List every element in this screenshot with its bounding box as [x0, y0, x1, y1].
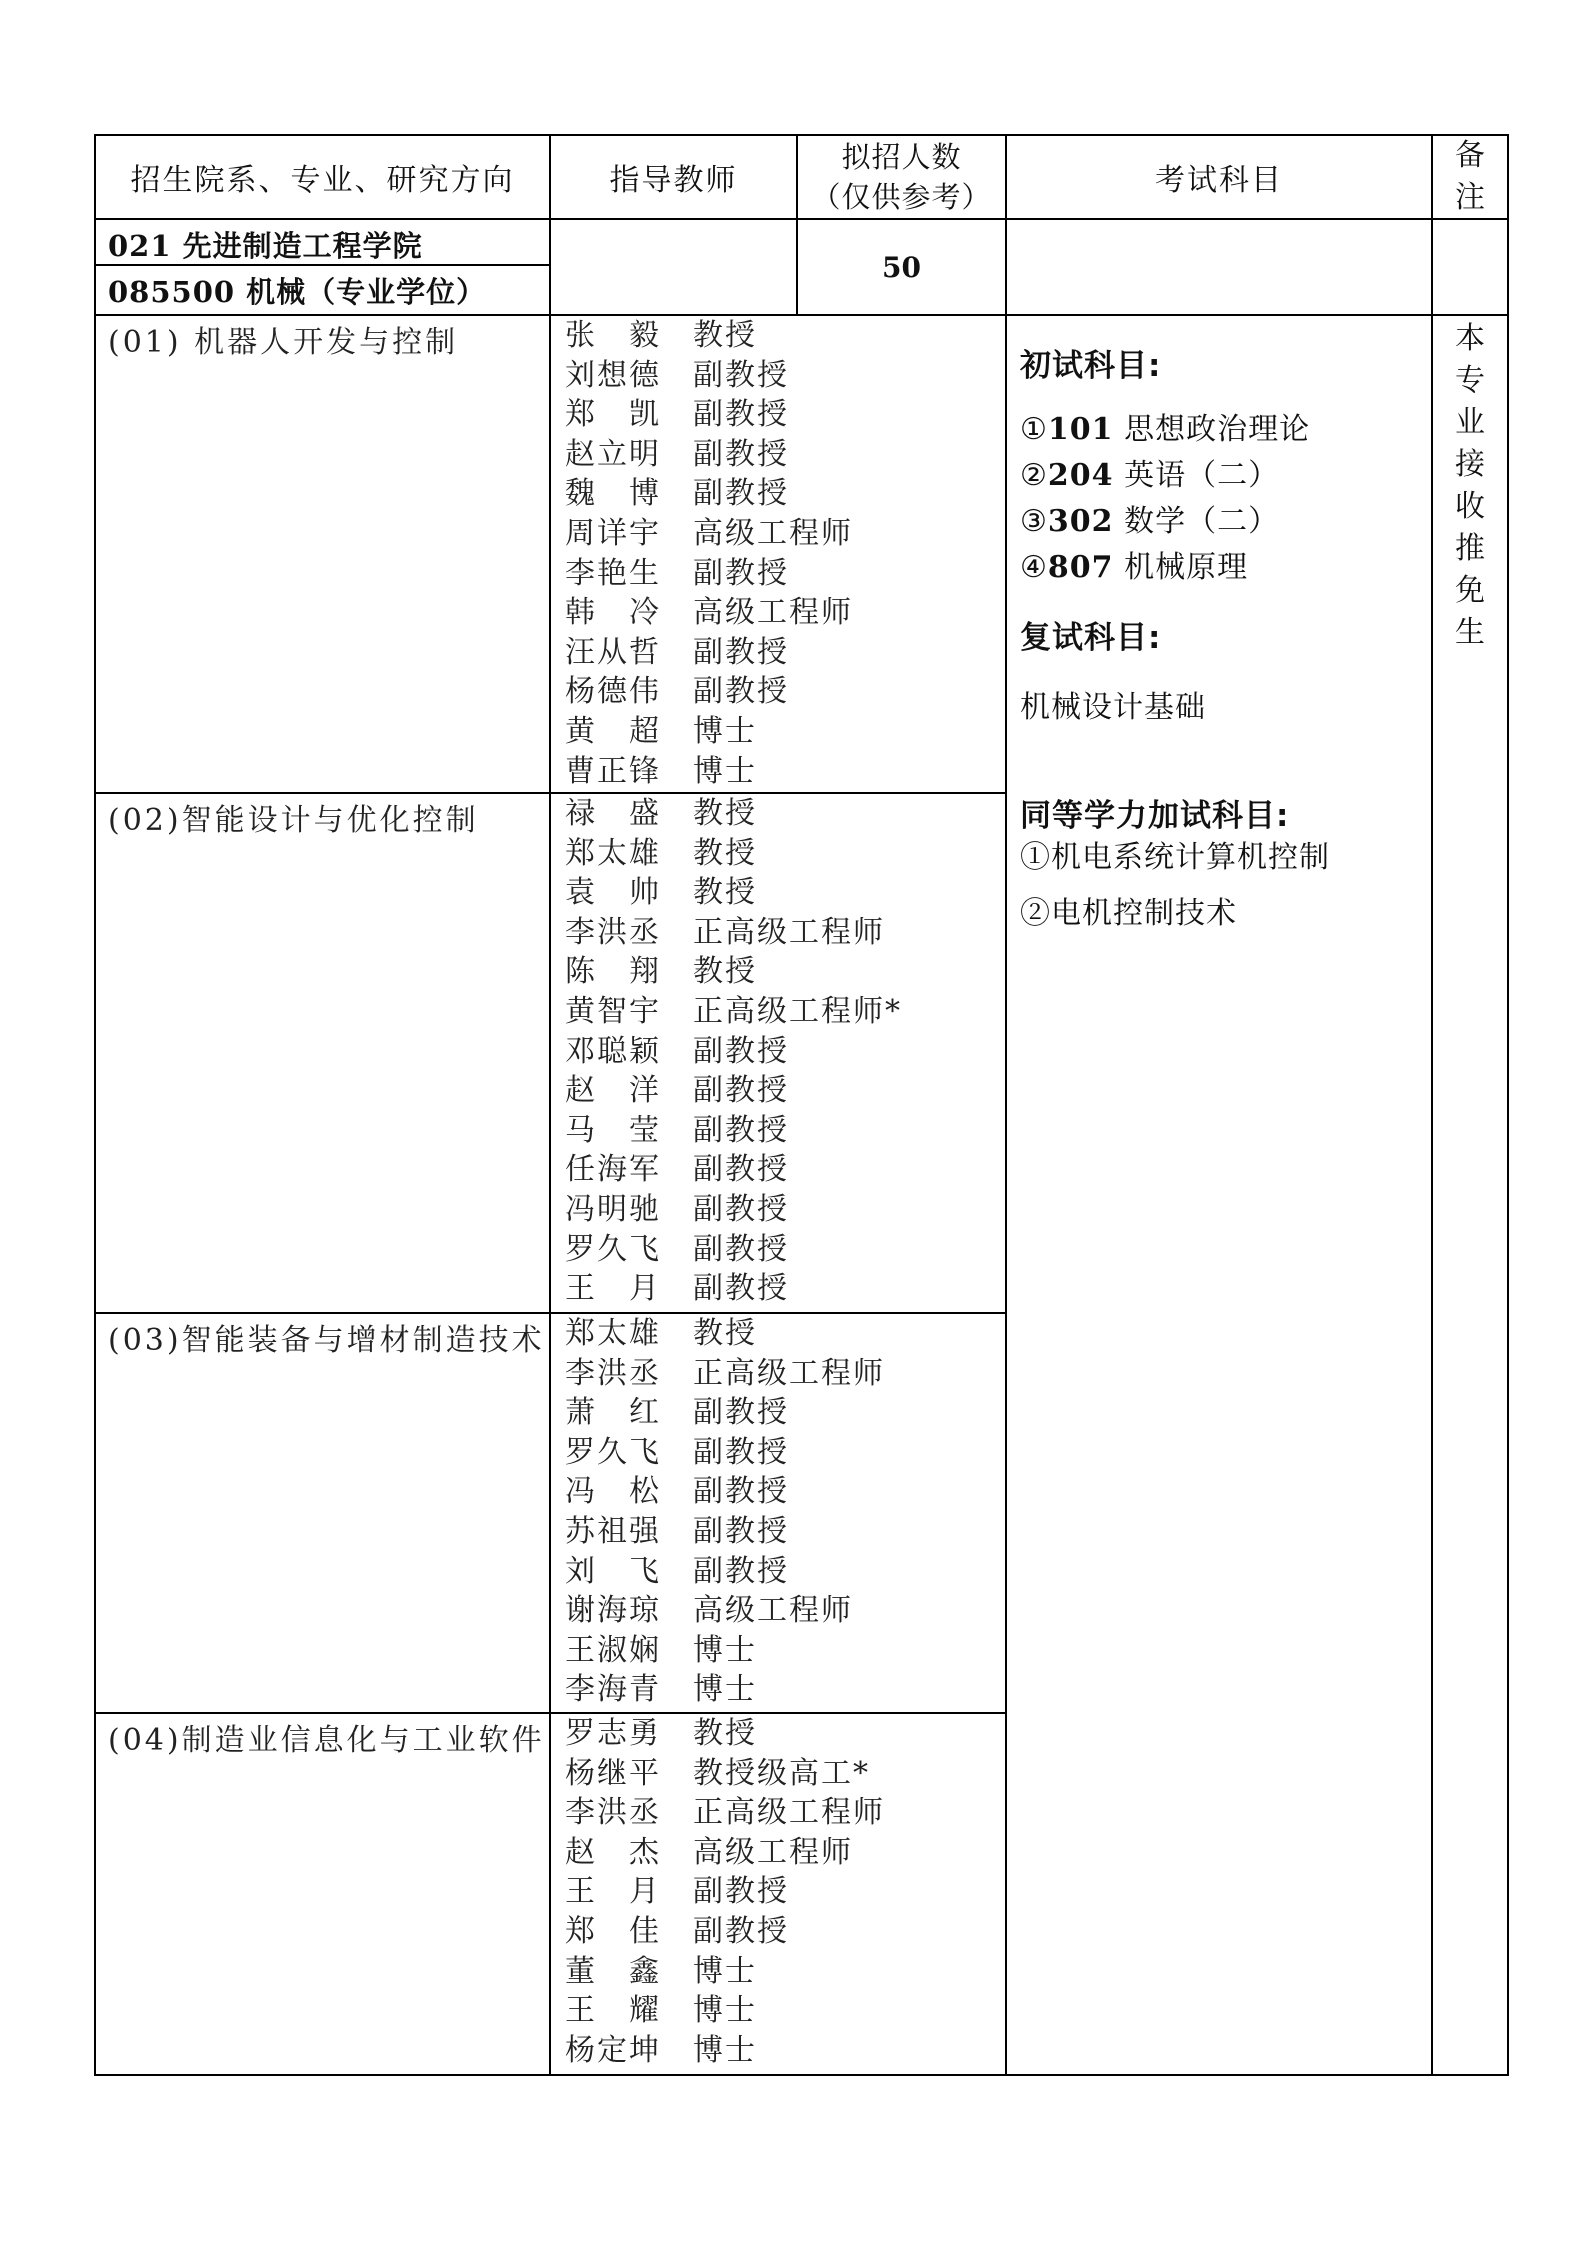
- teacher-row: [565, 1512, 885, 1552]
- teacher-name: 郑太雄: [565, 835, 661, 871]
- teacher-name: 罗久飞: [565, 1231, 661, 1267]
- teacher-title: 教授: [693, 954, 757, 990]
- teacher-title: 副教授: [693, 476, 789, 512]
- prelim-subject-3: [1020, 496, 1279, 540]
- teacher-row: [565, 1754, 885, 1794]
- teacher-name: 罗志勇: [565, 1716, 661, 1751]
- teacher-title: 副教授: [693, 634, 789, 670]
- teacher-name: 赵 洋: [565, 1073, 661, 1109]
- teacher-title: 副教授: [693, 1553, 789, 1589]
- teacher-title: 博士: [693, 1993, 757, 2029]
- header-col-enrollment: [798, 136, 1005, 218]
- teacher-name: 李海青: [565, 1672, 661, 1708]
- teacher-title: 教授: [693, 1316, 757, 1351]
- prelim-subject-1-code: 101: [1047, 412, 1114, 447]
- teacher-name: 冯 松: [565, 1474, 661, 1510]
- teacher-title: 博士: [693, 1953, 757, 1989]
- teacher-name: 王 月: [565, 1874, 661, 1910]
- direction-02-label: (02)智能设计与优化控制: [108, 803, 479, 838]
- header-enrollment-line2: （仅供参考）: [811, 180, 992, 214]
- teacher-title: 副教授: [693, 1073, 789, 1109]
- teacher-name: 禄 盛: [565, 796, 661, 831]
- teacher-title: 副教授: [693, 1231, 789, 1267]
- teacher-name: 马 莹: [565, 1112, 661, 1148]
- teacher-title: 教授级高工*: [693, 1755, 870, 1791]
- teacher-title: 副教授: [693, 1513, 789, 1549]
- teacher-name: 李洪丞: [565, 914, 661, 950]
- teacher-title: 高级工程师: [693, 1593, 853, 1629]
- table-bottom-border: [94, 2074, 1508, 2076]
- teacher-title: 副教授: [693, 1191, 789, 1227]
- header-col-remark: [1433, 136, 1507, 218]
- teacher-row: [565, 1032, 902, 1072]
- teacher-row: [565, 794, 902, 834]
- teacher-title: 副教授: [693, 674, 789, 710]
- teacher-row: [565, 356, 853, 396]
- prelim-subject-1: [1020, 404, 1310, 448]
- teacher-row: [565, 1111, 902, 1151]
- teacher-row: [565, 672, 853, 712]
- teacher-name: 李洪丞: [565, 1355, 661, 1391]
- teacher-name: 冯明驰: [565, 1191, 661, 1227]
- teacher-name: 袁 帅: [565, 875, 661, 911]
- teacher-row: [565, 834, 902, 874]
- teacher-row: [565, 1714, 885, 1754]
- teacher-row: [565, 554, 853, 594]
- teacher-row: [565, 1354, 885, 1394]
- teacher-title: 副教授: [693, 397, 789, 433]
- teacher-title: 博士: [693, 713, 757, 749]
- teacher-title: 副教授: [693, 1913, 789, 1949]
- teacher-name: 黄智宇: [565, 993, 661, 1029]
- teacher-name: 韩 冷: [565, 595, 661, 631]
- teacher-name: 杨定坤: [565, 2032, 661, 2068]
- teacher-title: 副教授: [693, 357, 789, 393]
- prelim-subject-3-name: 数学（二）: [1113, 504, 1280, 539]
- teacher-title: 博士: [693, 1672, 757, 1708]
- prelim-subject-4-name: 机械原理: [1113, 550, 1249, 585]
- teacher-title: 博士: [693, 2032, 757, 2068]
- teacher-row: [565, 1912, 885, 1952]
- teacher-name: 汪从哲: [565, 634, 661, 670]
- teacher-row: [565, 712, 853, 752]
- prelim-subject-2-name: 英语（二）: [1113, 458, 1280, 493]
- prelim-heading: 初试科目:: [1020, 348, 1162, 384]
- teacher-name: 罗久飞: [565, 1434, 661, 1470]
- teacher-row: [565, 1071, 902, 1111]
- prelim-subject-2-mark: ②: [1020, 458, 1048, 493]
- prelim-subject-4: [1020, 542, 1248, 586]
- teacher-title: 副教授: [693, 1152, 789, 1188]
- teacher-row: [565, 1833, 885, 1873]
- teacher-name: 张 毅: [565, 318, 661, 353]
- teacher-row: [565, 1472, 885, 1512]
- teacher-title: 教授: [693, 875, 757, 911]
- enrollment-count: 50: [882, 250, 921, 284]
- teacher-title: 高级工程师: [693, 595, 853, 631]
- header-direction-text: 招生院系、专业、研究方向: [130, 163, 515, 198]
- teacher-name: 邓聪颖: [565, 1033, 661, 1069]
- col3-right-border: [1005, 134, 1007, 2076]
- teacher-row: [565, 1190, 902, 1230]
- prelim-subject-4-code: 807: [1047, 550, 1114, 585]
- teacher-name: 郑 佳: [565, 1913, 661, 1949]
- teacher-row: [565, 1793, 885, 1833]
- teacher-row: [565, 873, 902, 913]
- major-name: 085500 机械（专业学位）: [108, 275, 487, 309]
- teacher-title: 博士: [693, 753, 757, 789]
- teacher-name: 赵 杰: [565, 1834, 661, 1870]
- teacher-row: [565, 992, 902, 1032]
- remark-text: 本专业接收推免生: [1455, 321, 1485, 650]
- teacher-row: [565, 952, 902, 992]
- teacher-name: 黄 超: [565, 713, 661, 749]
- teacher-name: 萧 红: [565, 1395, 661, 1431]
- teacher-name: 曹正锋: [565, 753, 661, 789]
- teacher-name: 王 月: [565, 1271, 661, 1307]
- teacher-title: 副教授: [693, 1874, 789, 1910]
- teacher-row: [565, 1433, 885, 1473]
- retest-heading: 复试科目:: [1020, 620, 1162, 656]
- teacher-row: [565, 913, 902, 953]
- prelim-subject-4-mark: ④: [1020, 550, 1048, 585]
- equiv-subject-1: ①机电系统计算机控制: [1020, 840, 1330, 875]
- teacher-name: 苏祖强: [565, 1513, 661, 1549]
- teacher-title: 副教授: [693, 555, 789, 591]
- teacher-list: [565, 794, 902, 1309]
- teacher-title: 正高级工程师: [693, 1795, 885, 1831]
- teacher-row: [565, 1991, 885, 2031]
- teacher-name: 王 耀: [565, 1993, 661, 2029]
- teacher-title: 教授: [693, 796, 757, 831]
- teacher-row: [565, 2031, 885, 2071]
- remark-cell: [1433, 318, 1507, 654]
- teacher-title: 教授: [693, 318, 757, 353]
- teacher-row: [565, 1314, 885, 1354]
- teacher-title: 副教授: [693, 1112, 789, 1148]
- department-name: 021 先进制造工程学院: [108, 229, 423, 263]
- teacher-title: 副教授: [693, 436, 789, 472]
- teacher-title: 副教授: [693, 1395, 789, 1431]
- teacher-title: 教授: [693, 1716, 757, 1751]
- teacher-row: [565, 752, 853, 792]
- teacher-name: 李洪丞: [565, 1795, 661, 1831]
- direction-03-label: (03)智能装备与增材制造技术: [108, 1323, 545, 1358]
- header-exam-text: 考试科目: [1155, 163, 1283, 198]
- teacher-row: [565, 593, 853, 633]
- teacher-name: 杨德伟: [565, 674, 661, 710]
- prelim-subject-3-mark: ③: [1020, 504, 1048, 539]
- prelim-subject-3-code: 302: [1047, 504, 1114, 539]
- teacher-name: 任海军: [565, 1152, 661, 1188]
- teacher-name: 董 鑫: [565, 1953, 661, 1989]
- teacher-row: [565, 1150, 902, 1190]
- header-col-direction: [96, 136, 549, 218]
- teacher-list: [565, 1714, 885, 2070]
- teacher-row: [565, 474, 853, 514]
- teacher-title: 高级工程师: [693, 515, 853, 551]
- table-left-border: [94, 134, 96, 2076]
- teacher-name: 刘想德: [565, 357, 661, 393]
- teacher-row: [565, 395, 853, 435]
- direction-01-label: (01) 机器人开发与控制: [108, 325, 459, 360]
- teacher-row: [565, 1631, 885, 1671]
- prelim-subject-2: [1020, 450, 1279, 494]
- teacher-row: [565, 1872, 885, 1912]
- teacher-title: 副教授: [693, 1434, 789, 1470]
- teacher-list: [565, 1314, 885, 1710]
- teacher-name: 郑太雄: [565, 1316, 661, 1351]
- teacher-name: 王淑娴: [565, 1632, 661, 1668]
- teacher-row: [565, 1670, 885, 1710]
- teacher-title: 教授: [693, 835, 757, 871]
- header-enrollment-line1: 拟招人数: [841, 140, 962, 174]
- header-remark-text: 备注: [1455, 138, 1485, 215]
- teacher-title: 正高级工程师: [693, 1355, 885, 1391]
- equiv-heading: 同等学力加试科目:: [1020, 798, 1290, 834]
- equiv-subject-2: ②电机控制技术: [1020, 896, 1237, 931]
- teacher-name: 陈 翔: [565, 954, 661, 990]
- table-right-border: [1507, 134, 1509, 2076]
- teacher-title: 正高级工程师: [693, 914, 885, 950]
- teacher-name: 郑 凯: [565, 397, 661, 433]
- teacher-row: [565, 1230, 902, 1270]
- teacher-title: 副教授: [693, 1271, 789, 1307]
- direction-04-label: (04)制造业信息化与工业软件: [108, 1723, 545, 1758]
- teacher-title: 副教授: [693, 1033, 789, 1069]
- prelim-subject-2-code: 204: [1047, 458, 1114, 493]
- teacher-title: 博士: [693, 1632, 757, 1668]
- teacher-name: 刘 飞: [565, 1553, 661, 1589]
- teacher-row: [565, 435, 853, 475]
- teacher-row: [565, 1393, 885, 1433]
- teacher-name: 周详宇: [565, 515, 661, 551]
- header-col-exam: [1007, 136, 1431, 218]
- teacher-name: 杨继平: [565, 1755, 661, 1791]
- header-col-teacher: [551, 136, 796, 218]
- header-teacher-text: 指导教师: [609, 163, 738, 198]
- teacher-row: [565, 316, 853, 356]
- teacher-row: [565, 633, 853, 673]
- teacher-title: 正高级工程师*: [693, 993, 902, 1029]
- enrollment-cell: [798, 220, 1005, 314]
- teacher-row: [565, 1591, 885, 1631]
- retest-subject: 机械设计基础: [1020, 690, 1206, 725]
- teacher-list: [565, 316, 853, 791]
- teacher-row: [565, 1269, 902, 1309]
- teacher-name: 李艳生: [565, 555, 661, 591]
- teacher-name: 谢海琼: [565, 1593, 661, 1629]
- teacher-title: 高级工程师: [693, 1834, 853, 1870]
- col1-right-border: [549, 134, 551, 2076]
- prelim-subject-1-name: 思想政治理论: [1113, 412, 1311, 447]
- teacher-row: [565, 1952, 885, 1992]
- teacher-row: [565, 514, 853, 554]
- teacher-name: 魏 博: [565, 476, 661, 512]
- teacher-name: 赵立明: [565, 436, 661, 472]
- teacher-row: [565, 1552, 885, 1592]
- teacher-title: 副教授: [693, 1474, 789, 1510]
- prelim-subject-1-mark: ①: [1020, 412, 1048, 447]
